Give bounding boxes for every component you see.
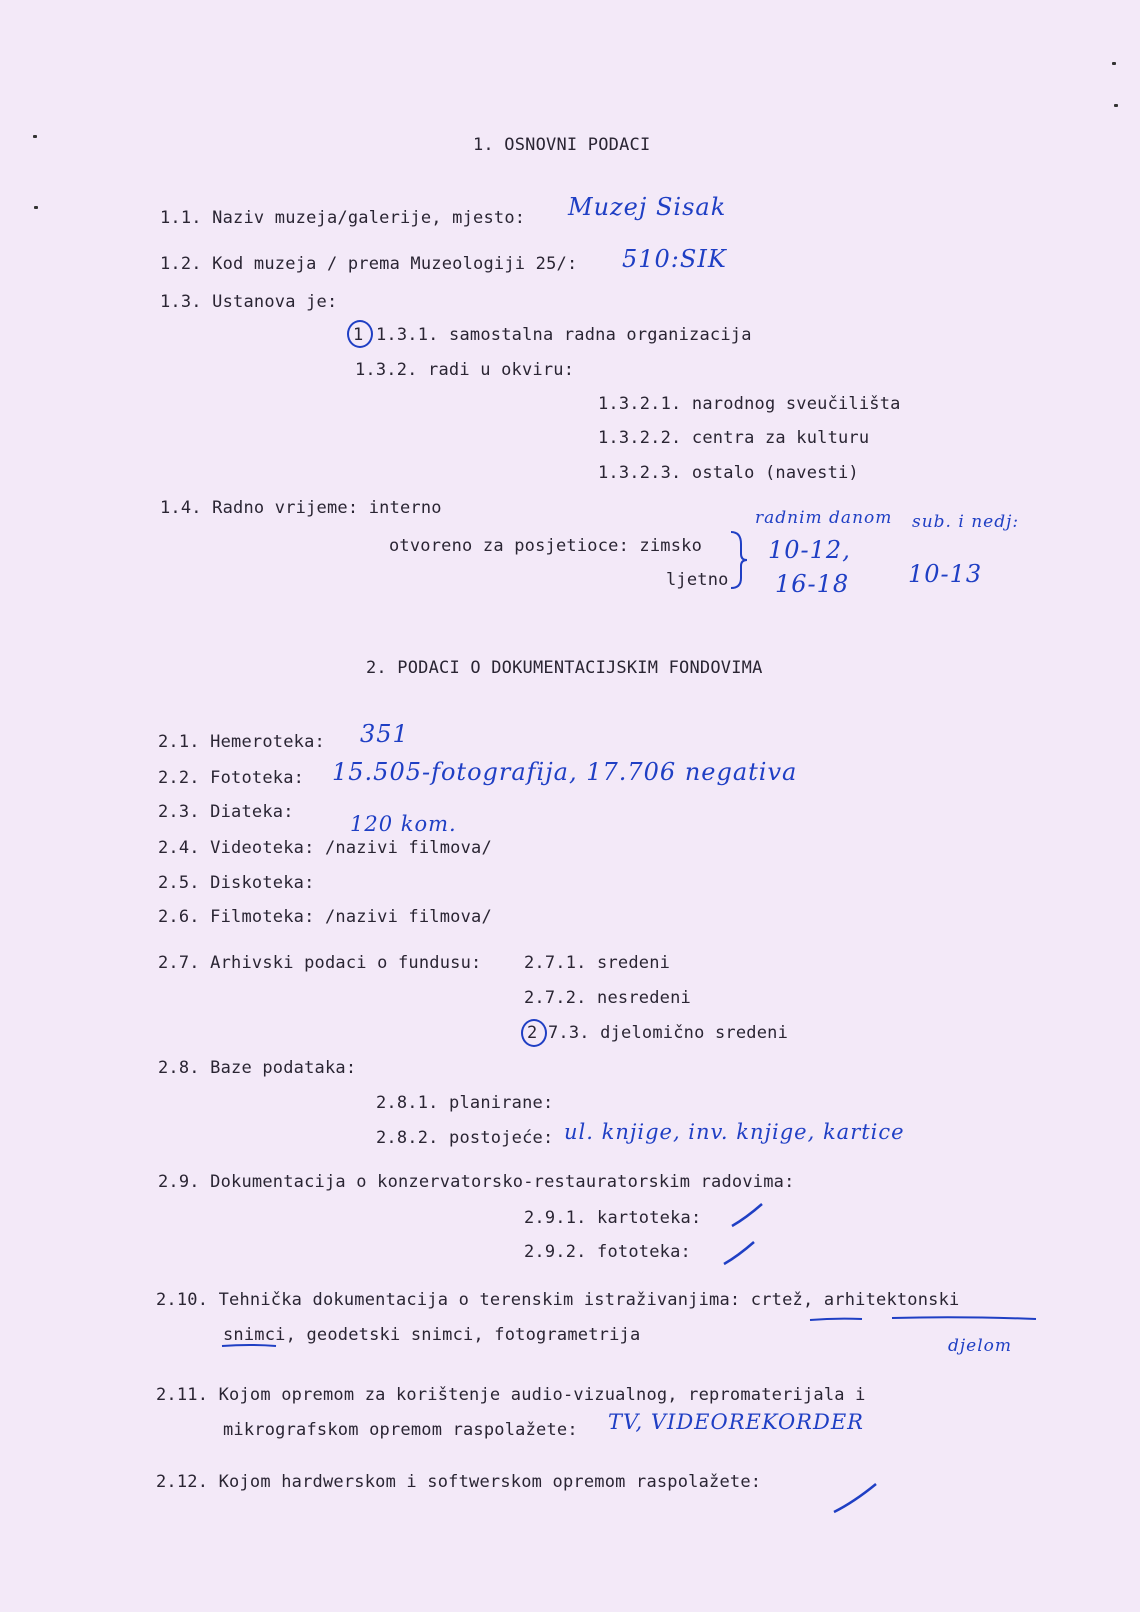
- line-2-6: 2.6. Filmoteka: /nazivi filmova/: [158, 907, 492, 927]
- circled-number: 1: [353, 325, 364, 345]
- handwritten-equipment: TV, VIDEOREKORDER: [608, 1410, 864, 1434]
- line-2-11: 2.11. Kojom opremom za korištenje audio-vizualnog, repromaterijala i: [156, 1385, 866, 1405]
- section1-title: 1. OSNOVNI PODACI: [473, 135, 651, 155]
- line-2-2: 2.2. Fototeka:: [158, 768, 305, 788]
- line-2-7-3: 7.3. djelomično sredeni: [548, 1023, 789, 1043]
- line-1-3-2-3: 1.3.2.3. ostalo (navesti): [598, 463, 859, 483]
- line-1-1: 1.1. Naziv muzeja/galerije, mjesto:: [160, 208, 526, 228]
- line-1-2: 1.2. Kod muzeja / prema Muzeologiji 25/:: [160, 254, 578, 274]
- line-2-8-2: 2.8.2. postojeće:: [376, 1128, 554, 1148]
- handwritten-diateka: 120 kom.: [350, 812, 457, 836]
- handwritten-hours-2: 16-18: [775, 570, 850, 598]
- line-2-10-cont: snimci, geodetski snimci, fotogrametrija: [223, 1325, 641, 1345]
- handwritten-partially: djelom: [948, 1336, 1013, 1356]
- handwritten-hemeroteka: 351: [360, 720, 409, 748]
- line-1-3-2: 1.3.2. radi u okviru:: [355, 360, 575, 380]
- line-1-4-summer: ljetno: [666, 570, 729, 590]
- handwritten-museum-name: Muzej Sisak: [568, 193, 727, 221]
- handwritten-fototeka: 15.505-fotografija, 17.706 negativa: [332, 758, 798, 786]
- section2-title: 2. PODACI O DOKUMENTACIJSKIM FONDOVIMA: [366, 658, 763, 678]
- handwritten-databases: ul. knjige, inv. knjige, kartice: [564, 1120, 905, 1144]
- line-2-12: 2.12. Kojom hardwerskom i softwerskom opremom raspolažete:: [156, 1472, 762, 1492]
- circled-number: 2: [527, 1023, 538, 1043]
- handwritten-museum-code: 510:SIK: [622, 245, 727, 273]
- handwritten-hours-3: 10-13: [908, 560, 983, 588]
- line-2-7: 2.7. Arhivski podaci o fundusu:: [158, 953, 482, 973]
- line-2-10: 2.10. Tehnička dokumentacija o terenskim istraživanjima: crtež, arhitektonski: [156, 1290, 960, 1310]
- line-2-8: 2.8. Baze podataka:: [158, 1058, 357, 1078]
- line-1-4-visitors: otvoreno za posjetioce: zimsko: [389, 536, 703, 556]
- line-2-3: 2.3. Diateka:: [158, 802, 294, 822]
- handwritten-weekend: sub. i nedj:: [912, 512, 1020, 532]
- line-1-3-2-1: 1.3.2.1. narodnog sveučilišta: [598, 394, 901, 414]
- line-2-11-cont: mikrografskom opremom raspolažete:: [223, 1420, 578, 1440]
- line-1-3: 1.3. Ustanova je:: [160, 292, 338, 312]
- line-2-4: 2.4. Videoteka: /nazivi filmova/: [158, 838, 492, 858]
- line-1-4: 1.4. Radno vrijeme: interno: [160, 498, 442, 518]
- line-2-9: 2.9. Dokumentacija o konzervatorsko-restauratorskim radovima:: [158, 1172, 795, 1192]
- handwritten-hours-1: 10-12,: [768, 536, 851, 564]
- line-1-3-2-2: 1.3.2.2. centra za kulturu: [598, 428, 870, 448]
- line-2-9-2: 2.9.2. fototeka:: [524, 1242, 691, 1262]
- line-1-3-1: 1.3.1. samostalna radna organizacija: [376, 325, 752, 345]
- dash-mark: [830, 1478, 882, 1518]
- line-2-7-1: 2.7.1. sredeni: [524, 953, 671, 973]
- line-2-5: 2.5. Diskoteka:: [158, 873, 315, 893]
- line-2-7-2: 2.7.2. nesredeni: [524, 988, 691, 1008]
- line-2-8-1: 2.8.1. planirane:: [376, 1093, 554, 1113]
- handwritten-workdays: radnim danom: [755, 508, 893, 528]
- line-2-1: 2.1. Hemeroteka:: [158, 732, 325, 752]
- line-2-9-1: 2.9.1. kartoteka:: [524, 1208, 702, 1228]
